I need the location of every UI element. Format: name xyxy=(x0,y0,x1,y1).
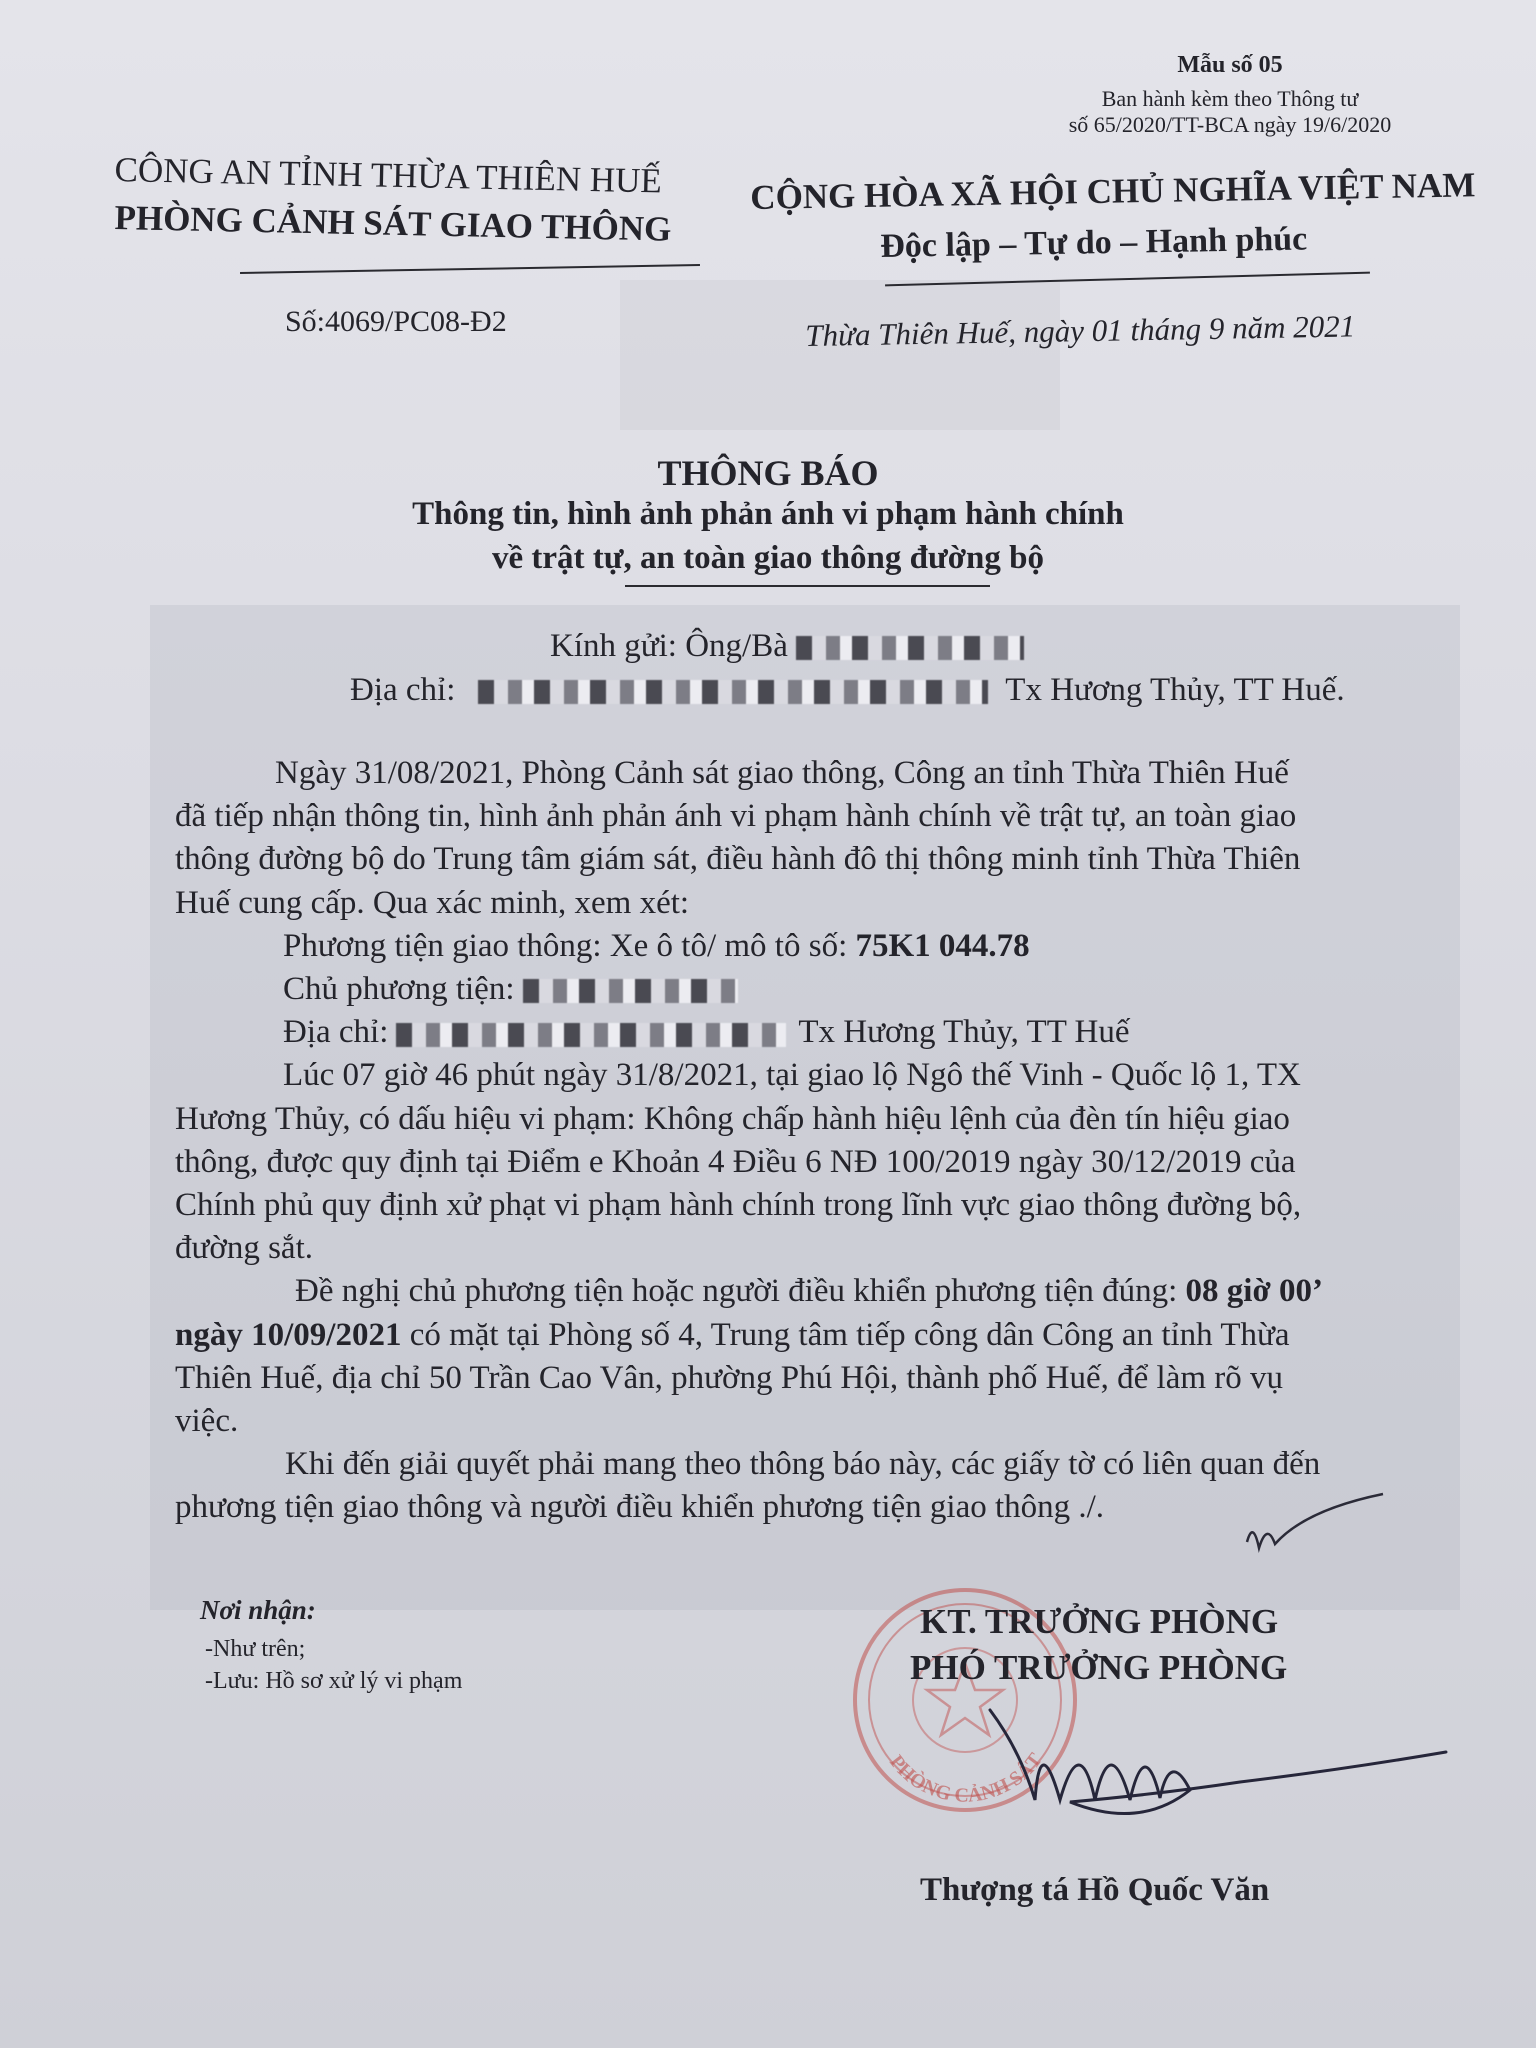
form-note-line1: Ban hành kèm theo Thông tư xyxy=(1101,86,1359,111)
body-line: việc. xyxy=(175,1403,239,1440)
body-line: thông, được quy định tại Điểm e Khoản 4 Điều 6 NĐ 100/2019 ngày 30/12/2019 của xyxy=(175,1143,1296,1180)
body-line: đã tiếp nhận thông tin, hình ảnh phản ánh vi phạm hành chính về trật tự, an toàn giao xyxy=(175,798,1297,835)
body-line: Chính phủ quy định xử phạt vi phạm hành chính trong lĩnh vực giao thông đường bộ, xyxy=(175,1187,1302,1224)
address-tail: Tx Hương Thủy, TT Huế. xyxy=(1005,672,1345,708)
owner-line xyxy=(175,968,1480,1011)
agency-underline xyxy=(240,264,700,274)
signer-name: Thượng tá Hồ Quốc Văn xyxy=(920,1872,1270,1908)
redacted-name xyxy=(796,636,1024,660)
redacted-owner-address xyxy=(396,1023,786,1047)
owner-address-line xyxy=(175,1011,1480,1054)
signature-title-1: KT. TRƯỞNG PHÒNG xyxy=(920,1602,1279,1641)
distribution-item: -Như trên; xyxy=(205,1636,306,1662)
body-line: Lúc 07 giờ 46 phút ngày 31/8/2021, tại giao lộ Ngô thế Vinh - Quốc lộ 1, TX xyxy=(283,1057,1301,1094)
body-line: Thiên Huế, địa chỉ 50 Trần Cao Vân, phường Phú Hội, thành phố Huế, để làm rõ vụ xyxy=(175,1359,1284,1396)
appointment-date: ngày 10/09/2021 xyxy=(175,1316,402,1353)
vehicle-line xyxy=(175,925,1480,968)
recipient-salutation: Kính gửi: Ông/Bà xyxy=(550,628,788,664)
place-date: Thừa Thiên Huế, ngày 01 tháng 9 năm 2021 xyxy=(805,308,1356,353)
body-line: thông đường bộ do Trung tâm giám sát, điều hành đô thị thông minh tỉnh Thừa Thiên xyxy=(175,841,1301,878)
appointment-line xyxy=(175,1270,1480,1313)
redacted-owner xyxy=(523,979,738,1003)
form-number: Mẫu số 05 xyxy=(1177,52,1283,78)
distribution-item: -Lưu: Hồ sơ xử lý vi phạm xyxy=(205,1668,463,1694)
document-number: Số:4069/PC08-Đ2 xyxy=(285,305,507,338)
body-line: Khi đến giải quyết phải mang theo thông báo này, các giấy tờ có liên quan đến xyxy=(285,1446,1321,1483)
owner-label: Chủ phương tiện: xyxy=(283,971,515,1008)
recipient-line xyxy=(550,628,1024,665)
form-note-line2: số 65/2020/TT-BCA ngày 19/6/2020 xyxy=(1068,112,1392,137)
agency-name: PHÒNG CẢNH SÁT GIAO THÔNG xyxy=(114,198,672,249)
subtitle-underline xyxy=(625,585,990,587)
vehicle-label: Phương tiện giao thông: Xe ô tô/ mô tô số: xyxy=(283,927,856,964)
body-line: Huế cung cấp. Qua xác minh, xem xét: xyxy=(175,884,690,921)
owner-address-label: Địa chỉ: xyxy=(283,1014,389,1051)
signature-title-2: PHÓ TRƯỞNG PHÒNG xyxy=(910,1648,1288,1687)
vehicle-plate: 75K1 044.78 xyxy=(855,927,1030,964)
document-body xyxy=(175,752,1480,1530)
recipient-address-line xyxy=(350,672,1345,709)
body-line: Hương Thủy, có dấu hiệu vi phạm: Không chấp hành hiệu lệnh của đèn tín hiệu giao xyxy=(175,1100,1290,1137)
appointment-time: 08 giờ 00’ xyxy=(1185,1273,1323,1310)
document-title: THÔNG BÁO xyxy=(657,453,879,493)
agency-parent: CÔNG AN TỈNH THỪA THIÊN HUẾ xyxy=(114,150,663,201)
distribution-heading: Nơi nhận: xyxy=(200,1595,316,1625)
owner-address-tail: Tx Hương Thủy, TT Huế xyxy=(798,1014,1130,1051)
body-line: phương tiện giao thông và người điều khiển phương tiện giao thông ./. xyxy=(175,1489,1105,1526)
redacted-address xyxy=(478,680,988,704)
show-through-mark xyxy=(620,280,1060,430)
body-line: đường sắt. xyxy=(175,1230,313,1267)
appointment-text: Đề nghị chủ phương tiện hoặc người điều khiển phương tiện đúng: xyxy=(295,1273,1186,1310)
document-subtitle-line1: Thông tin, hình ảnh phản ánh vi phạm hành chính xyxy=(412,496,1124,532)
appointment-line xyxy=(175,1314,1480,1357)
motto: Độc lập – Tự do – Hạnh phúc xyxy=(880,220,1308,265)
seal-text-path: PHÒNG CẢNH SÁT xyxy=(885,1749,1047,1807)
initial-mark xyxy=(1245,1490,1385,1560)
appointment-place: có mặt tại Phòng số 4, Trung tâm tiếp công dân Công an tỉnh Thừa xyxy=(401,1316,1290,1353)
body-line: Ngày 31/08/2021, Phòng Cảnh sát giao thông, Công an tỉnh Thừa Thiên Huế xyxy=(275,755,1289,791)
document-subtitle-line2: về trật tự, an toàn giao thông đường bộ xyxy=(491,540,1044,576)
address-label: Địa chỉ: xyxy=(350,672,456,708)
nation-title: CỘNG HÒA XÃ HỘI CHỦ NGHĨA VIỆT NAM xyxy=(750,165,1476,217)
handwritten-signature xyxy=(960,1690,1460,1850)
motto-underline xyxy=(885,272,1370,287)
